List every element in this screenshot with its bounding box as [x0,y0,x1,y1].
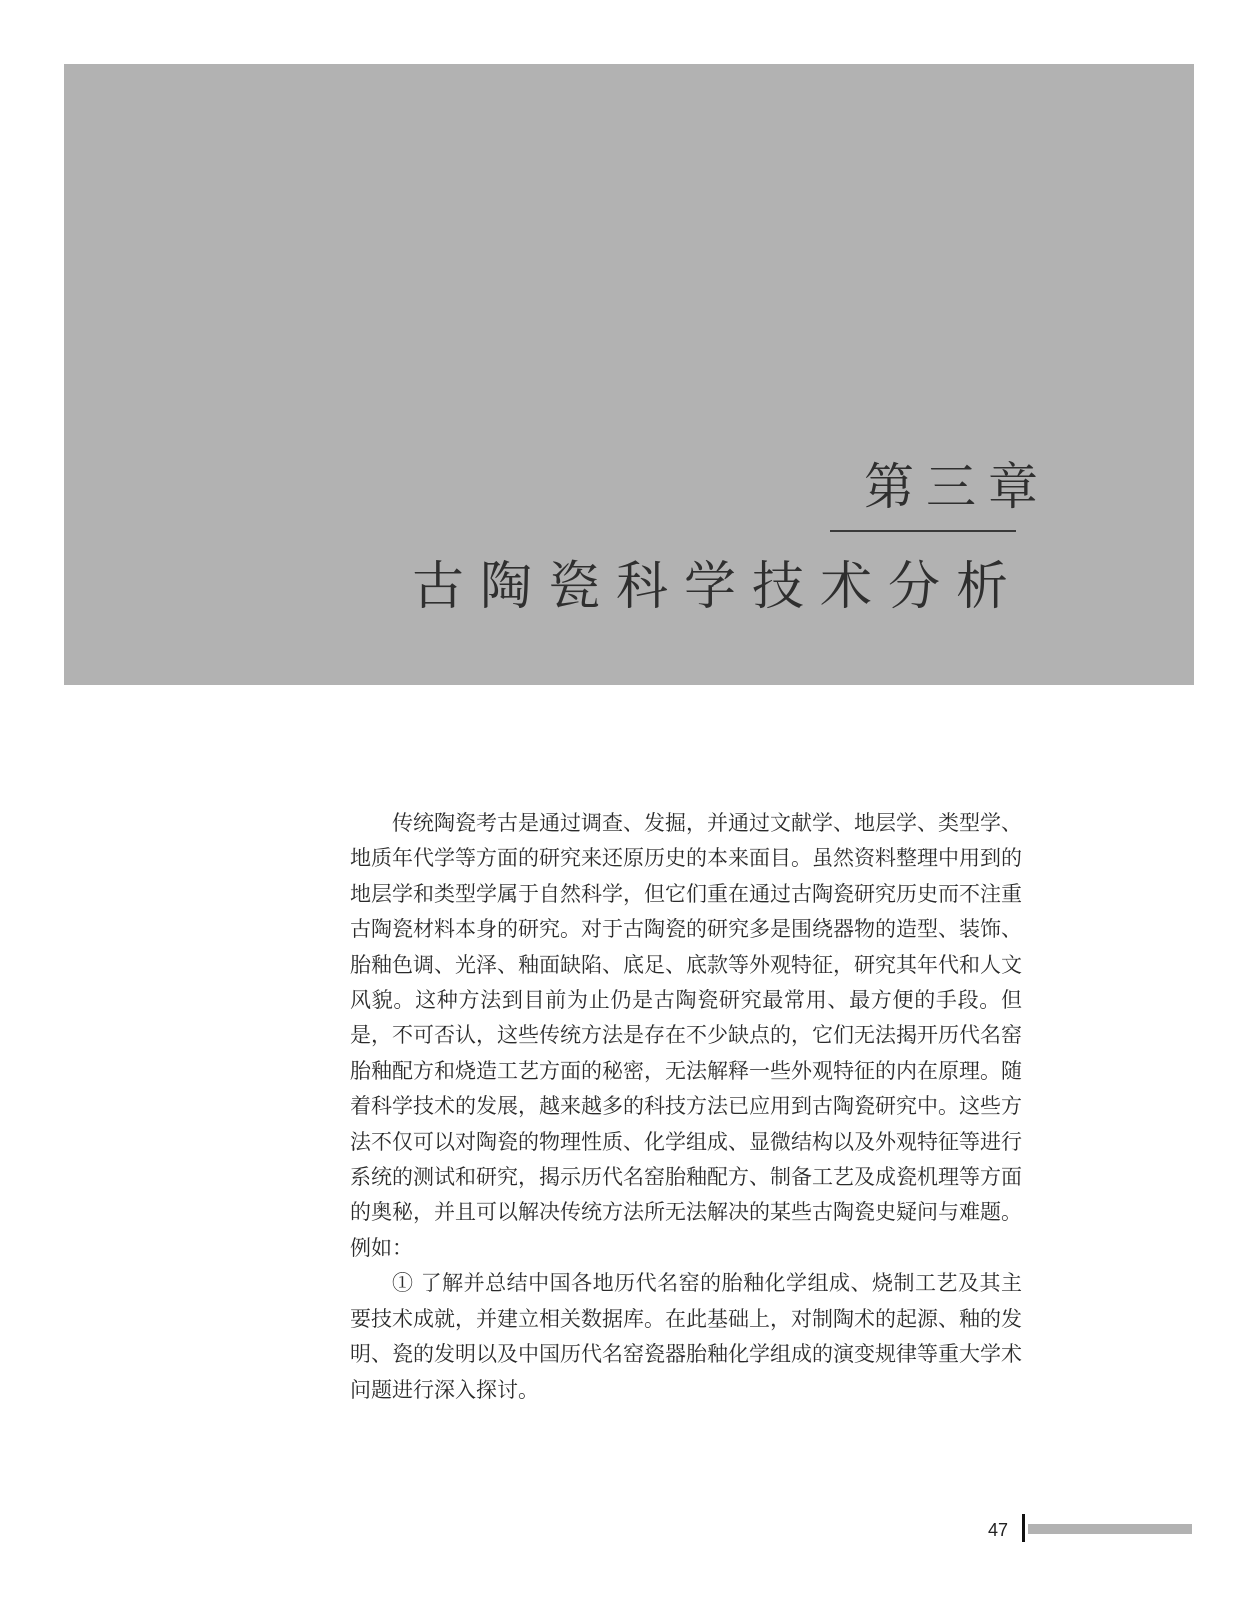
chapter-title: 古陶瓷科学技术分析 [411,557,1024,617]
paragraph-intro: 传统陶瓷考古是通过调查、发掘，并通过文献学、地层学、类型学、地质年代学等方面的研究来还原历史的本来面目。虽然资料整理中用到的地层学和类型学属于自然科学，但它们重在通过古陶瓷研究历史而不注重古陶瓷材料本身的研究。对于古陶瓷的研究多是围绕器物的造型、装饰、胎釉色调、光泽、釉面缺陷、底足、底款等外观特征，研究其年代和人文风貌。这种方法到目前为止仍是古陶瓷研究最常用、最方便的手段。但是，不可否认，这些传统方法是存在不少缺点的，它们无法揭开历代名窑胎釉配方和烧造工艺方面的秘密，无法解释一些外观特征的内在原理。随着科学技术的发展，越来越多的科技方法已应用到古陶瓷研究中。这些方法不仅可以对陶瓷的物理性质、化学组成、显微结构以及外观特征等进行系统的测试和研究，揭示历代名窑胎釉配方、制备工艺及成瓷机理等方面的奥秘，并且可以解决传统方法所无法解决的某些古陶瓷史疑问与难题。例如： [350,811,1022,1260]
paragraph-item-1: ① 了解并总结中国各地历代名窑的胎釉化学组成、烧制工艺及其主要技术成就，并建立相关数据库。在此基础上，对制陶术的起源、釉的发明、瓷的发明以及中国历代名窑瓷器胎釉化学组成的演变规律等重大学术问题进行深入探讨。 [350,1271,1022,1402]
chapter-number: 第三章 [864,458,1050,516]
footer-tick-mark [1022,1514,1025,1542]
body-text [350,806,1022,1408]
page-number: 47 [988,1520,1009,1540]
chapter-divider [830,530,1016,532]
footer-bar [1028,1524,1192,1534]
page-footer [0,1514,1260,1544]
